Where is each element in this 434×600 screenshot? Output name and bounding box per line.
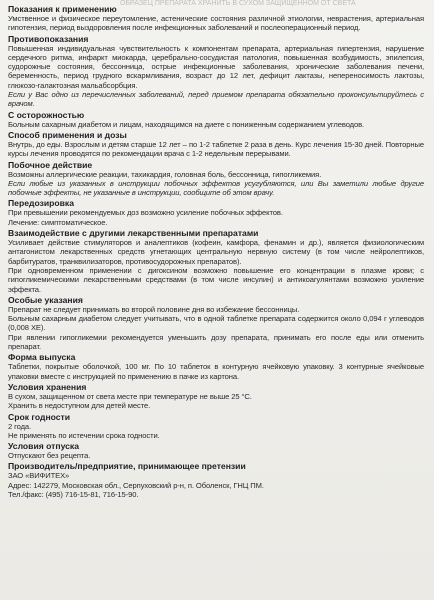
leaflet-content [8,4,424,500]
section-text: Умственное и физическое переутомление, астенические состояния различной этиологии, невраcтения, артериальная гипотензия, период выздоровления после инфекционных заболеваний и послеоперационный период. [8,14,424,33]
section-text: Тел./факс: (495) 716-15-81, 716-15-90. [8,489,139,499]
section-heading: Передозировка [8,198,74,209]
section-heading: Производитель/предприятие, принимающее претензии [8,461,246,472]
section-heading: Условия хранения [8,381,87,392]
section-note: Если у Вас одно из перечисленных заболеваний, перед приемом препарата обязательно проконсультируйтесь с врачом. [8,90,424,109]
section [8,198,424,227]
section-text: Адрес: 142279, Московская обл., Серпуховский р-н, п. Оболенск, ГНЦ ПМ. [8,480,264,490]
section-heading: Побочное действие [8,159,93,170]
section-heading: Способ применения и дозы [8,129,127,140]
section-heading: Срок годности [8,411,71,422]
section-heading: Показания к применению [8,4,117,14]
section-text: 2 года. [8,421,32,431]
section-text: Внутрь, до еды. Взрослым и детям старше 12 лет – по 1-2 таблетке 2 раза в день. Курс лечения 15-30 дней. Повторные курсы лечения проводятся по рекомендации врача с 1-2 недельным перерывами. [8,139,424,159]
section [8,441,424,460]
section-note: Если любые из указанных в инструкции побочных эффектов усугубляются, или Вы заметили любые другие побочные эффекты, не указанные в инструкции, сообщите об этом врачу. [8,178,424,198]
section-text: При превышении рекомендуемых доз возможно усиление побочных эффектов. [8,208,283,218]
section-text: Повышенная индивидуальная чувствительность к компонентам препарата, артериальная гипертензия, нарушение сердечного ритма, инфаркт миокарда, церебрально-сосудистая патология, повышенная возбудимость, эпилепсия, судорожные состояния, бессонница, острые инфекционные заболевания, хронические заболевания печени, беременность, период грудного вскармливания, возраст до 12 лет, дефицит лактазы, непереносимость лактозы, глюкозо-галактозная мальабсорбция. [8,43,424,90]
section-text: Больным сахарным диабетом и лицам, находящимся на диете с пониженным содержанием углеводов. [8,119,365,129]
section [8,4,424,33]
section-text: Таблетки, покрытые оболочкой, 100 мг. По 10 таблеток в контурную ячейковую упаковку. 3 контурные ячейковые упаковки вместе с инструкцией по применению в пачке из картона. [8,362,424,381]
section-heading: Особые указания [8,294,83,305]
section [8,461,424,499]
bleed-through-text: ОБРАЗЕЦ ПРЕПАРАТА ХРАНИТЬ В СУХОМ ЗАЩИЩЕННОМ ОТ СВЕТА [120,0,356,7]
section [8,412,424,441]
section-text: Усиливает действие стимуляторов и аналептиков (кофеин, камфора, фенамин и др.), является физиологическим антагонистом лекарственных средств угнетающих центральную нервную систему (в том числе нейролептиков, барбитуратов, транквилизаторов, противосудорожных препаратов). [8,238,424,266]
section-heading: Форма выпуска [8,352,76,363]
section-text: При одновременном применении с дигоксином возможно повышение его концентрации в плазме крови; с гипогликемическими лекарственными средствами (в том числе инсулин) и антикоагулянтами возможно усиление эффекта. [8,265,424,294]
section-heading: Условия отпуска [8,441,80,452]
section-text: Возможны аллергические реакции, тахикардия, головная боль, бессонница, гипогликемия. [8,169,322,179]
section-heading: С осторожностью [8,109,85,120]
section-heading: Взаимодействие с другими лекарственными препаратами [8,228,259,239]
section-text: Препарат не следует принимать во второй половине дня во избежание бессонницы. [8,304,300,314]
section [8,382,424,411]
section-text: ЗАО «ВИФИТЕХ» [8,471,70,481]
section-text: При явлении гипогликемии рекомендуется уменьшить дозу препарата, принимать его после еды или отменить препарат. [8,332,424,352]
section-text: В сухом, защищенном от света месте при температуре не выше 25 °С. [8,391,252,401]
section-text: Больным сахарным диабетом следует учитывать, что в одной таблетке препарата содержится около 0,094 г углеводов (0,008 ХЕ). [8,314,424,333]
section [8,295,424,351]
section [8,228,424,294]
section [8,110,424,129]
section-heading: Противопоказания [8,33,89,44]
section-text: Отпускают без рецепта. [8,451,91,461]
section-text: Лечение: симптоматическое. [8,217,108,227]
section-text: Хранить в недоступном для детей месте. [8,401,151,411]
section [8,160,424,198]
section [8,352,424,381]
section-text: Не применять по истечении срока годности. [8,430,160,440]
section [8,130,424,159]
section [8,34,424,109]
